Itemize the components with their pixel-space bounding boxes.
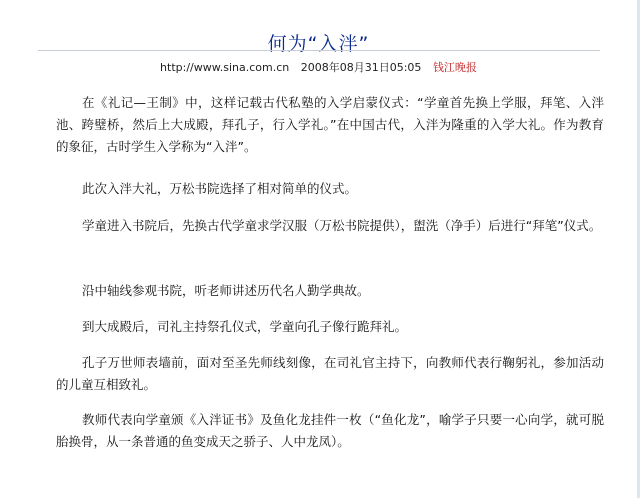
source-link[interactable]: 钱江晚报 [432,61,477,74]
article-paragraph: 教师代表向学童颁《入泮证书》及鱼化龙挂件一枚（“鱼化龙”，喻学子只要一心向学，就可脱胎换骨，从一条普通的鱼变成天之骄子、人中龙凤）。 [56,412,604,449]
article-paragraph: 在《礼记—王制》中，这样记载古代私塾的入学启蒙仪式：“学童首先换上学服，拜笔、入泮池、跨璧桥，然后上大成殿，拜孔子，行入学礼。”在中国古代，入泮为隆重的入学大礼。作为教育的象征，古时学生入学称为“入泮”。 [56,95,604,154]
article-paragraph: 孔子万世师表墙前，面对至圣先师线刻像，在司礼官主持下，向教师代表行鞠躬礼，参加活动的儿童互相致礼。 [56,355,604,392]
article-paragraph: 学童进入书院后，先换古代学童求学汉服（万松书院提供），盥洗（净手）后进行“拜笔”仪式。 [82,218,602,233]
article-paragraph: 沿中轴线参观书院，听老师讲述历代名人勤学典故。 [82,283,370,298]
article-title: 何为“入泮” [267,32,370,55]
publish-datetime: 2008年08月31日05:05 [300,61,422,74]
title-divider [38,50,600,51]
article-meta [0,60,637,76]
article-paragraph: 此次入泮大礼，万松书院选择了相对简单的仪式。 [82,181,358,196]
source-url[interactable]: http://www.sina.com.cn [160,61,290,74]
article-paragraph: 到大成殿后，司礼主持祭孔仪式，学童向孔子像行跪拜礼。 [82,319,408,334]
